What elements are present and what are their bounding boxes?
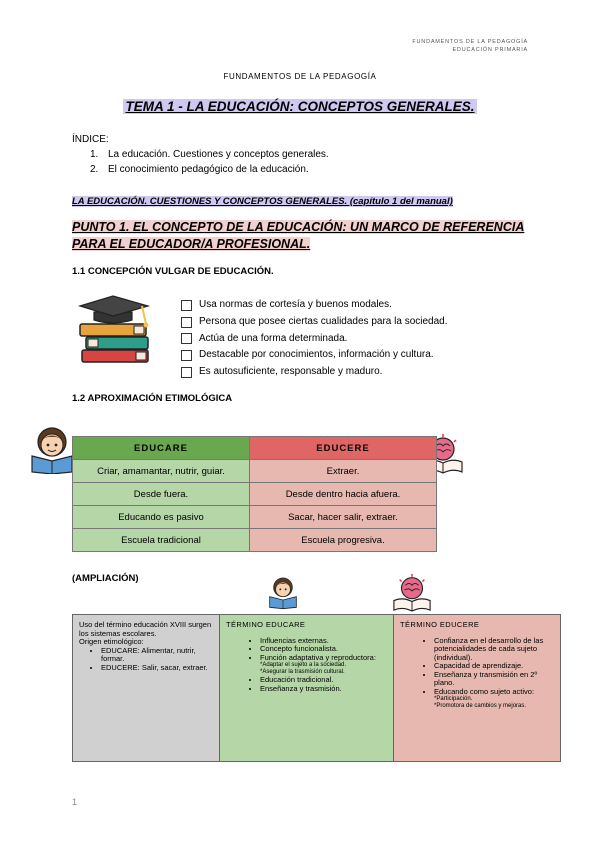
list-item: • Educación tradicional. bbox=[260, 676, 387, 685]
index-label: ÍNDICE: bbox=[72, 134, 109, 145]
box-origin bbox=[73, 615, 220, 761]
brain-book-small-icon bbox=[392, 572, 432, 612]
index-item: 1. La educación. Cuestiones y conceptos generales. bbox=[90, 149, 329, 160]
box-origin-list bbox=[79, 647, 213, 673]
checklist-item: Actúa de una forma determinada. bbox=[181, 331, 448, 348]
note: *Adaptar el sujeto a la sociedad. bbox=[260, 662, 347, 668]
list-item: • Función adaptativa y reproductora: *Adaptar el sujeto a la sociedad. *Asegurar la trasmisión cultural. bbox=[260, 654, 387, 677]
note: *Promotora de cambios y mejoras. bbox=[434, 703, 527, 709]
table-cell: Educando es pasivo bbox=[73, 506, 250, 529]
list-item: • Educando como sujeto activo: *Participación. *Promotora de cambios y mejoras. bbox=[434, 688, 554, 711]
note: *Asegurar la trasmisión cultural. bbox=[260, 669, 345, 675]
checklist-item: Destacable por conocimientos, información y cultura. bbox=[181, 347, 448, 364]
list-item: • EDUCERE: Salir, sacar, extraer. bbox=[101, 664, 213, 673]
box-educere bbox=[394, 615, 560, 761]
checklist-item: Es autosuficiente, responsable y maduro. bbox=[181, 364, 448, 381]
table-row bbox=[73, 529, 437, 552]
header-educare: EDUCARE bbox=[73, 437, 250, 460]
table-cell: Escuela progresiva. bbox=[250, 529, 437, 552]
checkbox[interactable] bbox=[181, 333, 192, 344]
header-educere: EDUCERE bbox=[250, 437, 437, 460]
table-row bbox=[73, 506, 437, 529]
header-line-2: EDUCACIÓN PRIMARIA bbox=[452, 47, 528, 53]
list-item: • Capacidad de aprendizaje. bbox=[434, 662, 554, 671]
child-reading-icon bbox=[28, 424, 76, 474]
punto-heading: PUNTO 1. EL CONCEPTO DE LA EDUCACIÓN: UN MARCO DE REFERENCIA PARA EL EDUCADOR/A PROFESIONAL. bbox=[72, 220, 525, 251]
box-educere-title: TÉRMINO EDUCERE bbox=[400, 620, 480, 629]
books-graduation-cap-icon bbox=[76, 294, 158, 366]
table-cell: Desde fuera. bbox=[73, 483, 250, 506]
list-item: • Influencias externas. bbox=[260, 637, 387, 646]
etymology-table bbox=[72, 436, 437, 552]
checkbox[interactable] bbox=[181, 317, 192, 328]
box-origin-intro: Uso del término educación XVIII surgen los sistemas escolares. bbox=[79, 620, 212, 638]
list-item: • Confianza en el desarrollo de las potencialidades de cada sujeto (individual). bbox=[434, 637, 554, 663]
section-heading: LA EDUCACIÓN. CUESTIONES Y CONCEPTOS GENERALES. (capítulo 1 del manual) bbox=[72, 196, 453, 207]
page-header bbox=[412, 38, 528, 54]
table-header-row bbox=[73, 437, 437, 460]
checklist-item: Usa normas de cortesía y buenos modales. bbox=[181, 297, 448, 314]
checklist bbox=[181, 297, 448, 381]
table-cell: Desde dentro hacia afuera. bbox=[250, 483, 437, 506]
index-list bbox=[90, 147, 329, 177]
checklist-item: Persona que posee ciertas cualidades para la sociedad. bbox=[181, 314, 448, 331]
header-line-1: FUNDAMENTOS DE LA PEDAGOGÍA bbox=[412, 39, 528, 45]
checkbox[interactable] bbox=[181, 350, 192, 361]
subheading-1-1: 1.1 CONCEPCIÓN VULGAR DE EDUCACIÓN. bbox=[72, 266, 274, 277]
list-item: • EDUCARE: Alimentar, nutrir, formar. bbox=[101, 647, 213, 664]
box-origin-subtitle: Origen etimológico: bbox=[79, 637, 144, 646]
index-item: 2. El conocimiento pedagógico de la educación. bbox=[90, 164, 309, 175]
box-educare-list bbox=[226, 637, 387, 694]
table-cell: Extraer. bbox=[250, 460, 437, 483]
page-number: 1 bbox=[72, 797, 78, 807]
note: *Participación. bbox=[434, 696, 473, 702]
box-educare bbox=[220, 615, 394, 761]
ampliacion-heading: (AMPLIACIÓN) bbox=[72, 573, 139, 584]
table-cell: Escuela tradicional bbox=[73, 529, 250, 552]
child-reading-small-icon bbox=[267, 572, 299, 612]
checkbox[interactable] bbox=[181, 367, 192, 378]
table-row bbox=[73, 483, 437, 506]
subheading-1-2: 1.2 APROXIMACIÓN ETIMOLÓGICA bbox=[72, 393, 233, 404]
table-row bbox=[73, 460, 437, 483]
course-title: FUNDAMENTOS DE LA PEDAGOGÍA bbox=[223, 72, 377, 81]
list-item: • Enseñanza y trasmisión. bbox=[260, 685, 387, 694]
box-educere-list bbox=[400, 637, 554, 711]
table-cell: Criar, amamantar, nutrir, guiar. bbox=[73, 460, 250, 483]
table-cell: Sacar, hacer salir, extraer. bbox=[250, 506, 437, 529]
main-title bbox=[0, 98, 600, 116]
main-title-text: TEMA 1 - LA EDUCACIÓN: CONCEPTOS GENERALES. bbox=[125, 99, 475, 114]
box-educare-title: TÉRMINO EDUCARE bbox=[226, 620, 306, 629]
list-item: • Enseñanza y transmisión en 2º plano. bbox=[434, 671, 554, 688]
checkbox[interactable] bbox=[181, 300, 192, 311]
ampliacion-boxes bbox=[72, 614, 561, 762]
list-item: • Concepto funcionalista. bbox=[260, 645, 387, 654]
